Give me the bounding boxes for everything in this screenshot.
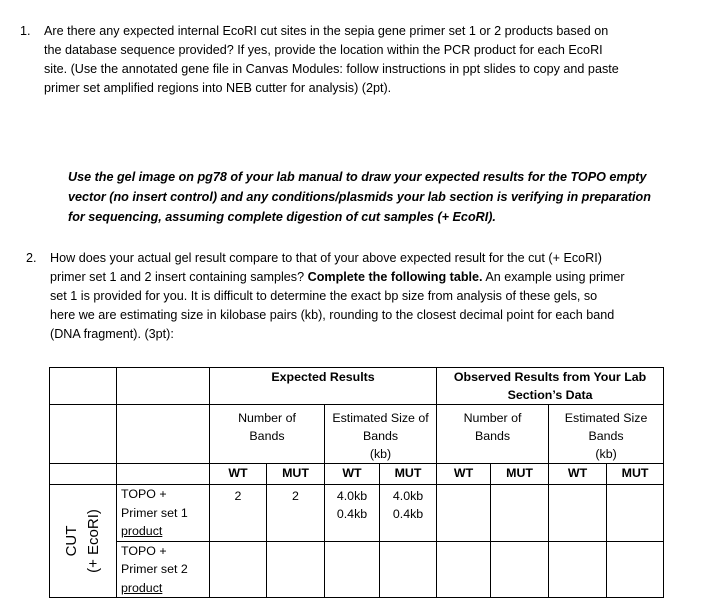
instruction-line: vector (no insert control) and any conditions/plasmids your lab section is verifying in preparation <box>68 190 651 204</box>
expected-number-mut: 2 <box>267 485 325 542</box>
expected-number-of-bands-header: Number of Bands <box>210 405 325 464</box>
expected-results-header: Expected Results <box>210 368 437 405</box>
gel-instruction <box>68 167 680 227</box>
wt-header: WT <box>325 464 380 485</box>
observed-size-wt-input[interactable] <box>549 541 607 598</box>
question-1-line: Are there any expected internal EcoRI cut sites in the sepia gene primer set 1 or 2 products based on <box>44 24 609 38</box>
question-1-line: the database sequence provided? If yes, provide the location within the PCR product for each EcoRI <box>44 43 603 57</box>
question-1-number: 1. <box>20 24 31 38</box>
question-2-line: How does your actual gel result compare to that of your above expected result for the cut (+ EcoRI) <box>50 251 602 265</box>
question-2-emphasis: Complete the following table. <box>307 270 483 284</box>
sample-primer-set-2: TOPO + Primer set 2 product <box>117 541 210 598</box>
mut-header: MUT <box>491 464 549 485</box>
question-2-line: set 1 is provided for you. It is difficult to determine the exact bp size from analysis of these gels, so <box>50 289 598 303</box>
results-table <box>49 367 664 598</box>
observed-size-mut-input[interactable] <box>607 485 664 542</box>
cut-label: CUT (+ EcoRI) <box>63 509 102 573</box>
cut-label-cell <box>50 485 117 598</box>
table-row <box>50 485 664 542</box>
observed-estimated-size-header: Estimated Size Bands (kb) <box>549 405 664 464</box>
mut-header: MUT <box>380 464 437 485</box>
table-cell-empty <box>117 368 210 405</box>
expected-size-wt: 4.0kb 0.4kb <box>325 485 380 542</box>
table-cell-empty <box>50 368 117 405</box>
expected-size-mut-input[interactable] <box>380 541 437 598</box>
observed-size-mut-input[interactable] <box>607 541 664 598</box>
expected-size-wt-input[interactable] <box>325 541 380 598</box>
expected-estimated-size-header: Estimated Size of Bands (kb) <box>325 405 437 464</box>
table-header-row <box>50 368 664 405</box>
question-2-number: 2. <box>26 251 37 265</box>
observed-number-wt-input[interactable] <box>437 485 491 542</box>
observed-number-of-bands-header: Number of Bands <box>437 405 549 464</box>
observed-number-mut-input[interactable] <box>491 485 549 542</box>
question-2-line: (DNA fragment). (3pt): <box>50 327 174 341</box>
table-cell-empty <box>117 464 210 485</box>
wt-header: WT <box>437 464 491 485</box>
question-1-line: primer set amplified regions into NEB cutter for analysis) (2pt). <box>44 81 392 95</box>
wt-header: WT <box>549 464 607 485</box>
observed-number-mut-input[interactable] <box>491 541 549 598</box>
mut-header: MUT <box>607 464 664 485</box>
question-2 <box>26 249 670 344</box>
question-2-line <box>50 268 670 287</box>
table-cell-empty <box>117 405 210 464</box>
table-cell-empty <box>50 405 117 464</box>
question-1 <box>20 22 694 98</box>
table-row <box>50 541 664 598</box>
expected-number-mut-input[interactable] <box>267 541 325 598</box>
expected-size-mut: 4.0kb 0.4kb <box>380 485 437 542</box>
instruction-line: Use the gel image on pg78 of your lab manual to draw your expected results for the TOPO empty <box>68 170 647 184</box>
table-subheader-row <box>50 405 664 464</box>
table-genotype-row <box>50 464 664 485</box>
observed-results-header: Observed Results from Your Lab Section’s Data <box>437 368 664 405</box>
expected-number-wt: 2 <box>210 485 267 542</box>
instruction-line: for sequencing, assuming complete digestion of cut samples (+ EcoRI). <box>68 210 496 224</box>
sample-primer-set-1: TOPO + Primer set 1 product <box>117 485 210 542</box>
question-2-text: primer set 1 and 2 insert containing samples? <box>50 270 308 284</box>
question-1-line: site. (Use the annotated gene file in Canvas Modules: follow instructions in ppt slides to copy and paste <box>44 62 619 76</box>
expected-number-wt-input[interactable] <box>210 541 267 598</box>
question-2-line: here we are estimating size in kilobase pairs (kb), rounding to the closest decimal point for each band <box>50 308 615 322</box>
question-2-text: An example using primer <box>482 270 625 284</box>
observed-number-wt-input[interactable] <box>437 541 491 598</box>
wt-header: WT <box>210 464 267 485</box>
mut-header: MUT <box>267 464 325 485</box>
table-cell-empty <box>50 464 117 485</box>
observed-size-wt-input[interactable] <box>549 485 607 542</box>
